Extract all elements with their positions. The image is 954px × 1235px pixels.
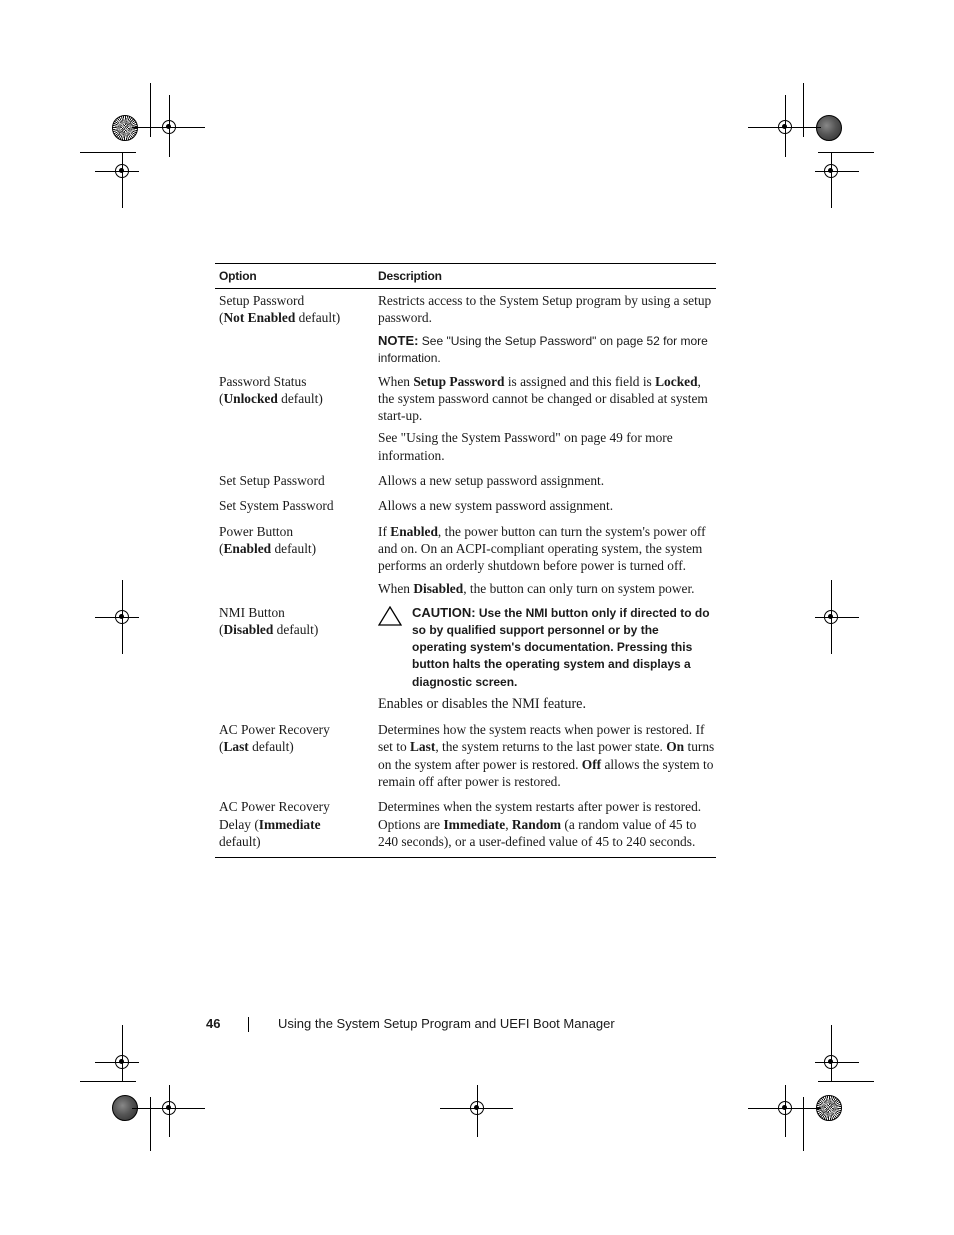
option-default-suffix: default) (271, 540, 317, 556)
crop-mark (80, 1081, 136, 1082)
description-text (378, 523, 716, 575)
description-cell (374, 604, 716, 713)
crop-mark (803, 83, 804, 137)
option-default-suffix: default) (295, 310, 341, 326)
color-target-icon (816, 115, 842, 141)
caution-triangle-icon (378, 604, 412, 691)
option-default-suffix: default) (277, 390, 323, 406)
footer-divider (248, 1017, 249, 1032)
description-cell (374, 798, 716, 850)
caution-callout (378, 604, 716, 691)
crop-mark (80, 152, 136, 153)
description-text (378, 580, 716, 597)
table-header-rule (215, 288, 716, 289)
registration-mark-icon (778, 120, 792, 134)
table-row (215, 472, 716, 489)
crop-mark (150, 83, 151, 137)
description-text (378, 721, 716, 790)
option-default: Immediate (258, 816, 321, 832)
registration-mark-icon (831, 152, 832, 208)
option-cell (215, 523, 374, 597)
header-option: Option (219, 269, 257, 283)
options-table (215, 263, 716, 858)
text-run: , the power button can turn the system's power off and on. On an ACPI-compliant operating system, the system performs an orderly shutdown before power is turned off. (378, 523, 706, 574)
table-row (215, 292, 716, 367)
text-run: (a random value of 45 to 240 seconds), or a user-defined value of 45 to 240 seconds. (378, 816, 697, 849)
bold-term: Setup Password (413, 373, 505, 389)
description-cell (374, 523, 716, 597)
header-description: Description (378, 269, 442, 283)
caution-body (412, 604, 716, 691)
footer-title: Using the System Setup Program and UEFI Boot Manager (278, 1016, 615, 1031)
option-name: AC Power Recovery Delay ( (219, 799, 330, 832)
registration-mark-icon (824, 1055, 838, 1069)
registration-mark-icon (824, 610, 838, 624)
option-name: Set Setup Password (219, 473, 325, 489)
description-text: Restricts access to the System Setup program by using a setup password. (378, 293, 712, 326)
description-text: Allows a new setup password assignment. (378, 473, 605, 489)
option-cell (215, 373, 374, 464)
description-text: Allows a new system password assignment. (378, 498, 614, 514)
option-default: Enabled (223, 540, 272, 556)
text-run: When (378, 373, 414, 389)
option-name: Setup Password (219, 293, 305, 308)
note-text: See "Using the Setup Password" on page 52 for more information. (378, 333, 708, 365)
description-text (378, 798, 716, 850)
registration-mark-icon (115, 164, 129, 178)
note-label: NOTE: (378, 332, 419, 348)
text-run: turns on the system after power is restored. (378, 739, 715, 772)
text-run: , the button can only turn on system power. (463, 580, 695, 596)
option-cell (215, 721, 374, 790)
text-run: When (378, 580, 414, 596)
page-footer (0, 1016, 954, 1034)
page-number: 46 (206, 1016, 221, 1031)
color-target-icon (112, 115, 138, 141)
description-cell (374, 721, 716, 790)
option-paren: ( (219, 540, 224, 556)
description-text: See "Using the System Password" on page 49 for more information. (378, 430, 673, 463)
crop-mark (818, 152, 874, 153)
caution-text: Use the NMI button only if directed to do so by qualified support personnel or by the operating system's documentation. Pressing this button halts the operating system and displays a diagnostic screen. (412, 605, 710, 689)
option-cell (215, 798, 374, 850)
bold-term: On (666, 739, 685, 755)
caution-label: CAUTION: (412, 604, 476, 620)
text-run: , the system returns to the last power state. (435, 739, 667, 755)
option-name: AC Power Recovery (219, 722, 330, 738)
option-default-suffix: default) (273, 622, 319, 638)
bold-term: Off (581, 756, 602, 772)
table-row (215, 798, 716, 850)
crop-mark (150, 1097, 151, 1151)
table-row (215, 604, 716, 713)
option-name: NMI Button (219, 604, 285, 620)
bold-term: Immediate (443, 816, 506, 832)
table-header-row (215, 264, 716, 288)
registration-mark-icon (122, 152, 123, 208)
text-run: Determines when the system restarts after power is restored. Options are (378, 799, 702, 832)
option-name: Password Status (219, 373, 307, 389)
option-default: Unlocked (223, 390, 278, 406)
description-cell (374, 292, 716, 367)
option-cell (215, 292, 374, 367)
text-run: Determines how the system reacts when power is restored. If set to (378, 722, 705, 755)
crop-mark (818, 1081, 874, 1082)
registration-mark-icon (162, 1101, 176, 1115)
bold-term: Last (410, 739, 436, 755)
table-row (215, 523, 716, 597)
bold-term: Disabled (413, 580, 464, 596)
registration-mark-icon (162, 120, 176, 134)
option-default: Disabled (223, 622, 274, 638)
text-run: , the system password cannot be changed or disabled at system start-up. (378, 373, 708, 424)
table-row (215, 497, 716, 514)
bold-term: Random (511, 816, 562, 832)
option-paren: ( (219, 622, 224, 638)
text-run: allows the system to remain off after power is restored. (378, 756, 714, 790)
description-cell (374, 373, 716, 464)
option-paren: ( (219, 739, 224, 755)
option-default: Not Enabled (223, 310, 296, 326)
registration-mark-icon (470, 1101, 484, 1115)
text-run: , (505, 816, 512, 832)
table-bottom-rule (215, 857, 716, 858)
bold-term: Locked (655, 373, 698, 389)
table-row (215, 373, 716, 464)
option-cell (215, 604, 374, 713)
note-callout (378, 332, 716, 367)
text-run: If (378, 523, 391, 539)
description-text: Enables or disables the NMI feature. (378, 695, 587, 712)
registration-mark-icon (115, 1055, 129, 1069)
option-paren: ( (219, 310, 224, 326)
registration-mark-icon (115, 610, 129, 624)
registration-mark-icon (824, 164, 838, 178)
option-name: Power Button (219, 523, 294, 539)
option-default-suffix: default) (219, 833, 261, 849)
registration-mark-icon (778, 1101, 792, 1115)
option-name: Set System Password (219, 498, 334, 514)
option-default-suffix: default) (248, 739, 294, 755)
option-default: Last (223, 739, 249, 755)
crop-mark (803, 1097, 804, 1151)
description-text (378, 373, 716, 425)
bold-term: Enabled (390, 523, 438, 539)
table-row (215, 721, 716, 790)
option-paren: ( (219, 390, 224, 406)
text-run: is assigned and this field is (504, 373, 656, 389)
